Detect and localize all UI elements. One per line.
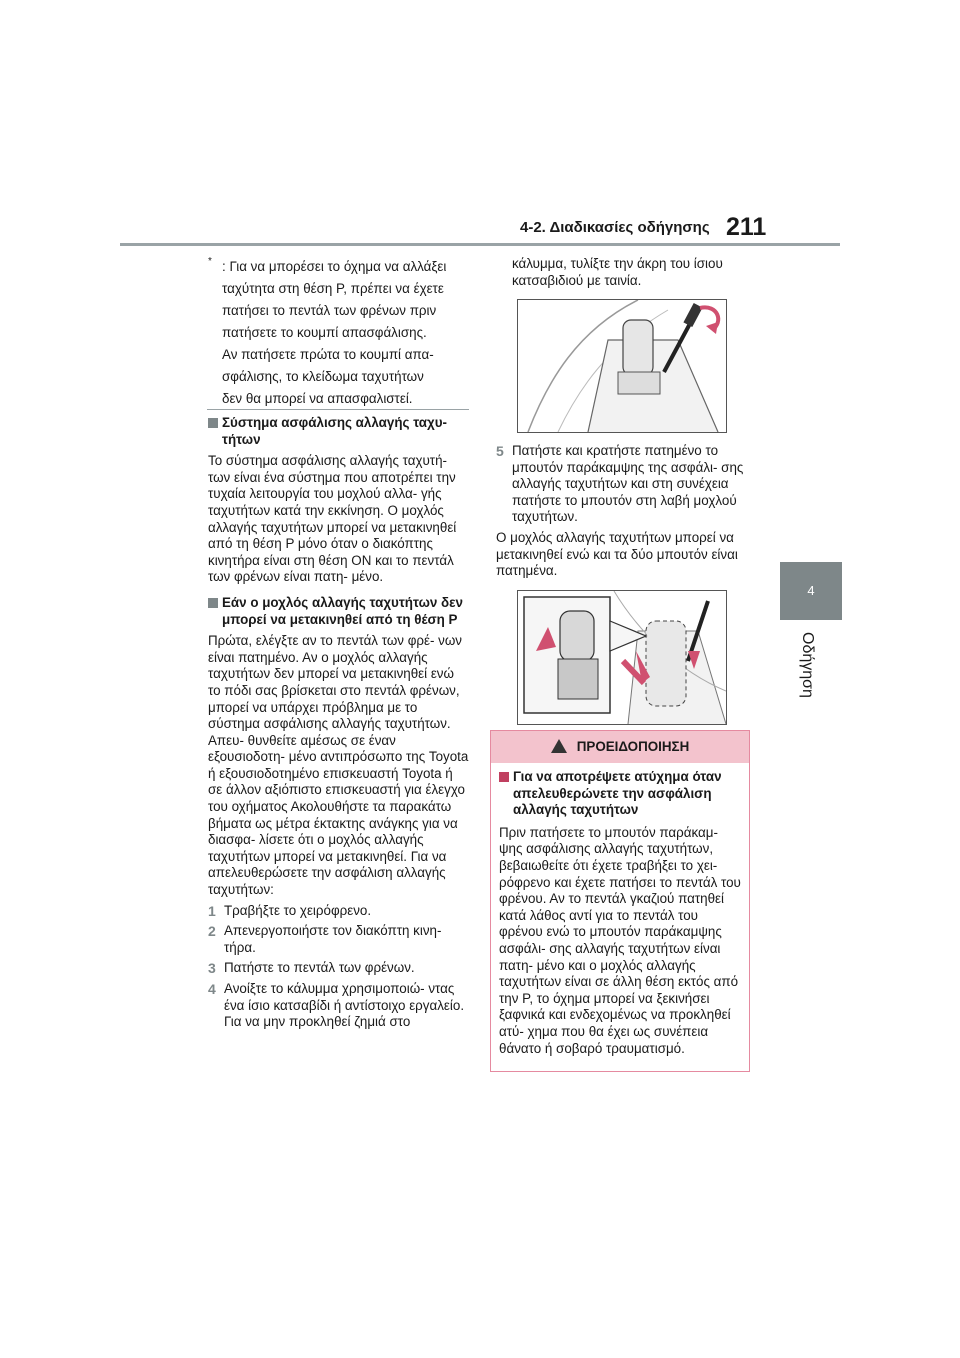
footnote-divider xyxy=(207,409,469,410)
step-number: 2 xyxy=(208,923,216,940)
step-text: Τραβήξτε το χειρόφρενο. xyxy=(224,902,372,918)
footnote-line: : Για να μπορέσει το όχημα να αλλάξει xyxy=(222,259,447,274)
square-bullet-icon xyxy=(208,418,218,428)
step-number: 3 xyxy=(208,960,216,977)
footnote xyxy=(208,256,470,410)
warning-heading xyxy=(499,769,743,819)
step-item xyxy=(496,443,752,526)
footnote-line: δεν θα μπορεί να απασφαλιστεί. xyxy=(222,391,413,406)
page-number: 211 xyxy=(726,213,767,241)
step-text: Πατήστε και κρατήστε πατημένο το μπουτόν παράκαμψης της ασφάλι- σης αλλαγής ταχυτήτων και στη συνέχεια πατήστε το μπουτόν στη λαβή μοχλού ταχυτήτων. xyxy=(512,443,744,525)
shift-cover-illustration xyxy=(517,299,727,433)
square-bullet-icon xyxy=(499,772,509,782)
section-heading-text: Εάν ο μοχλός αλλαγής ταχυτήτων δεν μπορεί να μετακινηθεί από τη θέση P xyxy=(222,594,463,627)
warning-triangle-icon xyxy=(551,739,567,753)
section-heading-text: Σύστημα ασφάλισης αλλαγής ταχυ- τήτων xyxy=(222,415,447,447)
step-number: 1 xyxy=(208,902,216,919)
left-column xyxy=(208,415,470,1031)
section-title: 4-2. Διαδικασίες οδήγησης xyxy=(520,219,710,236)
chapter-tab: 4 xyxy=(780,562,842,620)
step-item xyxy=(208,960,470,977)
warning-header xyxy=(491,731,749,763)
footnote-line: ταχύτητα στη θέση P, πρέπει να έχετε xyxy=(222,281,444,296)
square-bullet-icon xyxy=(208,598,218,608)
step-text: Ανοίξτε το κάλυμμα χρησιμοποιώ- ντας ένα ίσιο κατσαβίδι ή αντίστοιχο εργαλείο. Για να μην προκληθεί ζημιά στο xyxy=(224,981,465,1030)
step-item xyxy=(208,903,470,920)
shift-release-drawing xyxy=(518,591,726,724)
warning-title: ΠΡΟΕΙΔΟΠΟΙΗΣΗ xyxy=(576,739,690,754)
shift-cover-drawing xyxy=(518,300,726,432)
footnote-line: πατήσει το πεντάλ των φρένων πριν xyxy=(222,303,437,318)
section-paragraph: Το σύστημα ασφάλισης αλλαγής ταχυτή- των είναι ένα σύστημα που αποτρέπει την τυχαία λειτουργία του μοχλού αλλα- γής ταχυτήτων κατά την εκκίνηση. Ο μοχλός αλλαγής ταχυτήτων μπορεί να μετακινηθεί από τη θέση P μόνο όταν ο διακόπτης κινητήρα είναι στη θέση ON και το πεντάλ των φρένων είναι πατη- μένο. xyxy=(208,453,457,585)
step-item xyxy=(208,981,470,1031)
step-continuation xyxy=(496,256,768,289)
right-column xyxy=(496,443,752,580)
header-divider xyxy=(120,243,840,246)
warning-body xyxy=(491,763,749,1057)
footnote-line: πατήσετε το κουμπί απασφάλισης. xyxy=(222,325,427,340)
footnote-line: σφάλισης, το κλείδωμα ταχυτήτων xyxy=(222,369,424,384)
section-heading xyxy=(208,415,470,448)
warning-heading-text: Για να αποτρέψετε ατύχημα όταν απελευθερώνετε την ασφάλιση αλλαγής ταχυτήτων xyxy=(513,769,722,818)
section-paragraph: Πρώτα, ελέγξτε αν το πεντάλ των φρέ- νων είναι πατημένο. Αν ο μοχλός αλλαγής ταχυτήτων δεν μπορεί να μετακινηθεί ενώ το πόδι σας βρίσκεται στο πεντάλ φρένων, μπορεί να υπάρχει πρόβλημα με το σύστημα ασφάλισης αλλαγής ταχυτήτων. Απευ- θυνθείτε αμέσως σε έναν εξουσιοδοτη- μένο αντιπρόσωπο της Toyota ή εξουσιοδοτημένο επισκευαστή Toyota ή σε άλλον αξιόπιστο επισκευαστή για έλεγχο του οχήματος Ακολουθήστε τα παρακάτω βήματα ως μέτρα έκτακτης ανάγκης για να διασφα- λίσετε ότι ο μοχλός αλλαγής ταχυτήτων μπορεί να μετακινηθεί. Για να απελευθερώσετε την ασφάλιση αλλαγής ταχυτήτων: xyxy=(208,633,469,898)
warning-box xyxy=(490,730,750,1072)
warning-text: Πριν πατήσετε το μπουτόν παράκαμ- ψης ασφάλισης αλλαγής ταχυτήτων, βεβαιωθείτε ότι έχετε τραβήξει το χει- ρόφρενο και έχετε πατήσει το πεντάλ του φρένου. Αν το πεντάλ γκαζιού πατηθεί κατά λάθος αντί για το πεντάλ του φρένου ενώ το μπουτόν παράκαμψης ασφάλι- σης αλλαγής ταχυτήτων είναι πατη- μένο και ο μοχλός αλλαγής ταχυτήτων είναι σε άλλη θέση εκτός από την P, το όχημα μπορεί να ξεκινήσει ξαφνικά και ενδεχομένως να προκληθεί ατύ- χημα που θα έχει ως συνέπεια θάνατο ή σοβαρό τραυματισμό. xyxy=(499,824,741,1056)
shift-release-illustration xyxy=(517,590,727,725)
step-text: κάλυμμα, τυλίξτε την άκρη του ίσιου κατσαβιδιού με ταινία. xyxy=(512,256,723,288)
step-text: Απενεργοποιήστε τον διακόπτη κινη- τήρα. xyxy=(224,923,442,955)
step-number: 4 xyxy=(208,981,216,997)
step-item xyxy=(208,923,470,956)
section-heading xyxy=(208,595,470,628)
footnote-line: Αν πατήσετε πρώτα το κουμπί απα- xyxy=(222,347,434,362)
step-text: Πατήστε το πεντάλ των φρένων. xyxy=(224,960,415,976)
step-number: 5 xyxy=(496,443,504,459)
chapter-label: Οδήγηση xyxy=(799,632,816,698)
result-paragraph: Ο μοχλός αλλαγής ταχυτήτων μπορεί να μετακινηθεί ενώ και τα δύο μπουτόν είναι πατημένα. xyxy=(496,529,738,579)
footnote-mark: * xyxy=(208,256,212,267)
